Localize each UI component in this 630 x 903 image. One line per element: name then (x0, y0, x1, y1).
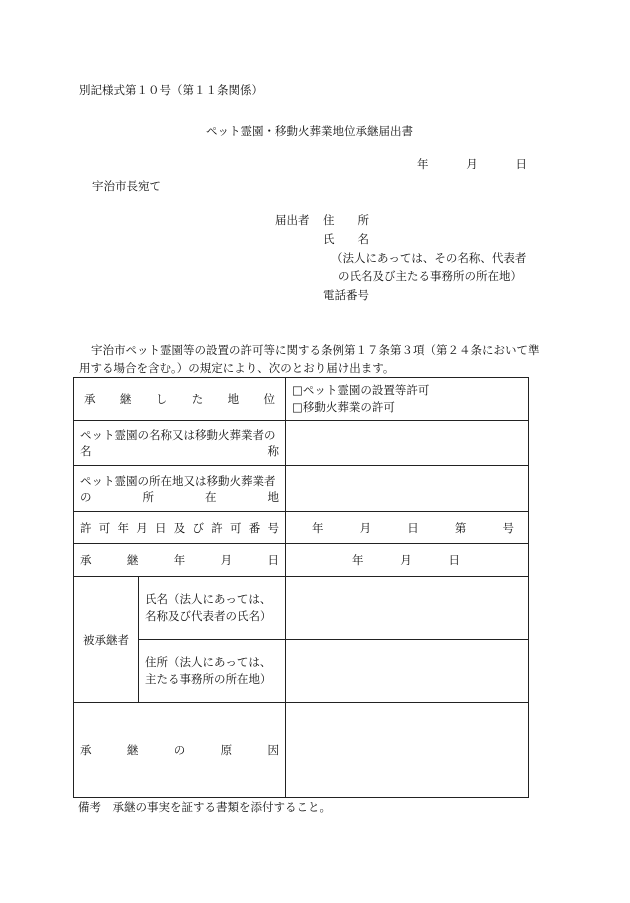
permit-number-suffix: 号 (502, 520, 514, 535)
date-year-label: 年 (417, 157, 429, 171)
row-business-location (74, 466, 529, 512)
business-location-label (74, 466, 286, 512)
row-succession-cause (74, 703, 529, 798)
business-name-label-line1: ペット霊園の名称又は移動火葬業者の (80, 428, 276, 442)
predecessor-address-label (139, 640, 286, 703)
form-number: 別記様式第１０号（第１１条関係） (79, 83, 263, 97)
notifier-phone-label: 電話番号 (323, 288, 369, 302)
remarks-note: 備考 承継の事実を証する書類を添付すること。 (78, 800, 331, 814)
permit-month: 月 (359, 520, 372, 535)
option-cremation-permit[interactable]: □移動火葬業の許可 (292, 400, 395, 414)
succession-cause-field[interactable] (286, 703, 529, 798)
row-predecessor-name (74, 577, 529, 640)
notifier-note-line1: （法人にあっては、その名称、代表者 (331, 251, 527, 265)
date-month-label: 月 (466, 157, 478, 171)
row-succeeded-status (74, 378, 529, 421)
business-name-field[interactable] (286, 421, 529, 466)
predecessor-label: 被承継者 (74, 577, 139, 703)
addressee: 宇治市長宛て (92, 179, 161, 193)
succession-month: 月 (400, 553, 412, 567)
row-succession-date (74, 544, 529, 577)
notifier-name-label (323, 231, 369, 247)
permit-label: 許可年月日及び許可番号 (74, 512, 286, 544)
predecessor-name-field[interactable] (286, 577, 529, 640)
address-char-1: 住 (323, 213, 335, 227)
document-title: ペット霊園・移動火葬業地位承継届出書 (206, 124, 413, 138)
notifier-address-label (323, 212, 369, 228)
date-day-label: 日 (515, 157, 527, 171)
predecessor-address-line2: 主たる事務所の所在地） (145, 672, 272, 686)
permit-number-prefix: 第 (454, 520, 467, 535)
succeeded-status-options (286, 378, 529, 421)
notifier-label: 届出者 (275, 213, 310, 227)
notifier-note-line2: の氏名及び主たる事務所の所在地） (338, 269, 522, 283)
business-name-label (74, 421, 286, 466)
succession-cause-label: 承継の原因 (74, 703, 286, 798)
succession-form-table (73, 377, 529, 798)
row-predecessor-address (74, 640, 529, 703)
succession-date-label: 承継年月日 (74, 544, 286, 577)
permit-day: 日 (407, 520, 419, 535)
address-char-2: 所 (357, 213, 369, 227)
business-name-label-line2: 名称 (80, 444, 279, 458)
submission-date (417, 156, 527, 172)
option-cemetery-permit[interactable]: □ペット霊園の設置等許可 (292, 383, 430, 397)
row-permit (74, 512, 529, 544)
name-char-1: 氏 (323, 232, 335, 246)
succession-date-field[interactable] (286, 544, 529, 577)
succession-year: 年 (352, 553, 364, 567)
name-char-2: 名 (357, 232, 369, 246)
succeeded-status-label: 承継した地位 (74, 378, 286, 421)
predecessor-address-field[interactable] (286, 640, 529, 703)
body-paragraph: 宇治市ペット霊園等の設置の許可等に関する条例第１７条第３項（第２４条において準用する場合を含む。）の規定により、次のとおり届け出ます。 (79, 343, 540, 375)
predecessor-name-label (139, 577, 286, 640)
business-location-label-line2: の所在地 (80, 489, 279, 504)
business-location-field[interactable] (286, 466, 529, 512)
predecessor-name-line1: 氏名（法人にあっては、 (145, 592, 272, 606)
row-business-name (74, 421, 529, 466)
predecessor-address-line1: 住所（法人にあっては、 (145, 655, 272, 669)
succession-day: 日 (448, 553, 460, 567)
permit-field[interactable] (286, 512, 529, 544)
predecessor-name-line2: 名称及び代表者の氏名） (145, 609, 272, 623)
business-location-label-line1: ペット霊園の所在地又は移動火葬業者 (80, 473, 276, 488)
permit-year: 年 (312, 520, 324, 535)
